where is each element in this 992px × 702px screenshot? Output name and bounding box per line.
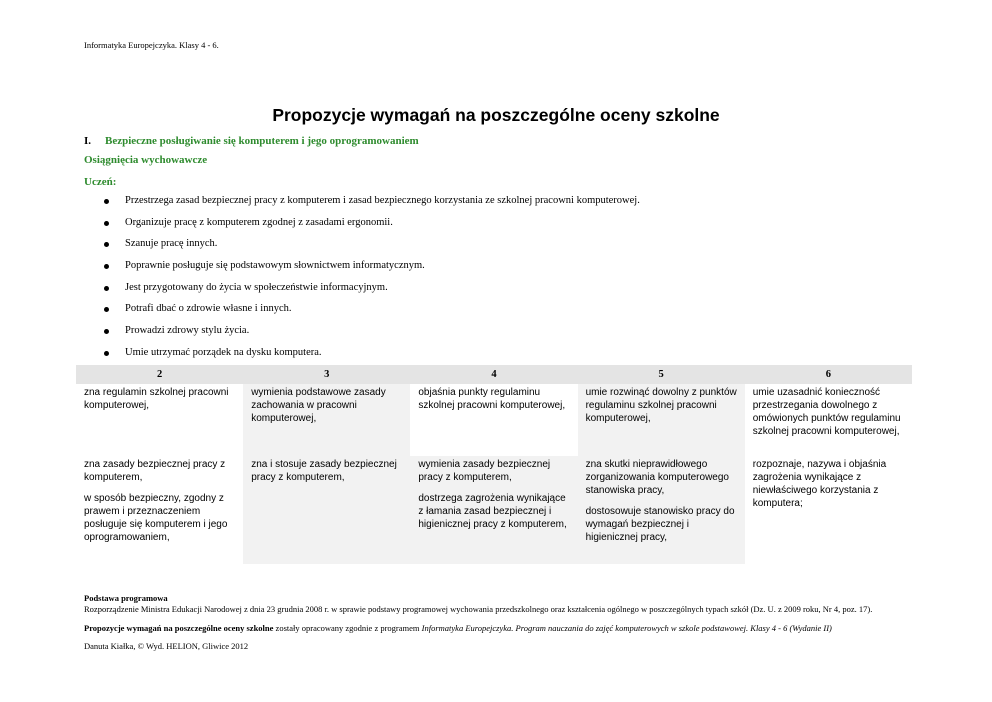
cell-text: zna skutki nieprawidłowego zorganizowania komputerowego stanowiska pracy, [585, 459, 729, 496]
table-cell [76, 384, 243, 456]
cell-text: umie uzasadnić konieczność przestrzegania dowolnego z omówionych punktów regulaminu szkolnej pracowni komputerowej, [752, 387, 901, 437]
list-item-text: Szanuje pracę innych. [125, 238, 218, 250]
list-item [103, 255, 640, 277]
bullet-icon [104, 351, 109, 356]
bullet-icon [104, 329, 109, 334]
footer-basis-label: Podstawa programowa [84, 593, 168, 603]
table-cell [410, 384, 577, 456]
grade-header: 3 [243, 365, 410, 384]
footer-author: Danuta Kiałka, © Wyd. HELION, Gliwice 2012 [84, 641, 249, 651]
footer-proposals-text: zostały opracowany zgodnie z programem [273, 623, 422, 633]
section-heading [84, 135, 419, 147]
list-item [103, 277, 640, 299]
cell-text: rozpoznaje, nazywa i objaśnia zagrożenia wynikające z niewłaściwego korzystania z komputera; [752, 459, 887, 509]
cell-text: dostosowuje stanowisko pracy do wymagań bezpiecznej i higienicznej pracy, [585, 506, 735, 543]
footer-proposals-italic: Informatyka Europejczyka. Program nauczania do zajęć komputerowych w szkole podstawowej. Klasy 4 - 6 (Wydanie II) [421, 623, 832, 633]
cell-text: zna zasady bezpiecznej pracy z komputerem, [84, 459, 226, 483]
grades-table [76, 365, 912, 564]
footer-proposals-bold: Propozycje wymagań na poszczególne oceny szkolne [84, 623, 274, 633]
footer-basis-text: Rozporządzenie Ministra Edukacji Narodowej z dnia 23 grudnia 2008 r. w sprawie podstawy programowej wychowania przedszkolnego oraz kształcenia ogólnego w poszczególnych typach szkół (Dz. U. z 2009 roku, Nr 4, poz. 17). [84, 604, 873, 614]
bullet-icon [104, 264, 109, 269]
table-cell [578, 384, 745, 456]
grade-header: 4 [410, 365, 577, 384]
table-row [76, 384, 912, 456]
list-item-text: Potrafi dbać o zdrowie własne i innych. [125, 303, 292, 315]
cell-text: w sposób bezpieczny, zgodny z prawem i przeznaczeniem posługuje się komputerem i jego oprogramowaniem, [84, 493, 228, 543]
bullet-icon [104, 286, 109, 291]
section-number: I. [84, 135, 92, 147]
grade-header: 2 [76, 365, 243, 384]
cell-text: zna i stosuje zasady bezpiecznej pracy z komputerem, [251, 459, 397, 483]
list-item-text: Przestrzega zasad bezpiecznej pracy z komputerem i zasad bezpiecznego korzystania ze szkolnej pracowni komputerowej. [125, 195, 640, 206]
cell-text: objaśnia punkty regulaminu szkolnej pracowni komputerowej, [418, 387, 566, 411]
page-header: Informatyka Europejczyka. Klasy 4 - 6. [84, 40, 219, 50]
bullet-icon [104, 307, 109, 312]
table-cell [243, 384, 410, 456]
grade-header: 5 [578, 365, 745, 384]
student-label: Uczeń: [84, 176, 117, 188]
achievements-list [103, 190, 640, 364]
list-item-text: Jest przygotowany do życia w społeczeństwie informacyjnym. [125, 281, 388, 293]
bullet-icon [104, 199, 109, 204]
list-item-text: Organizuje pracę z komputerem zgodnej z zasadami ergonomii. [125, 216, 393, 228]
table-cell [410, 456, 577, 564]
cell-text: dostrzega zagrożenia wynikające z łamania zasad bezpiecznej i higienicznej pracy z komputerem, [418, 493, 567, 530]
table-cell [745, 384, 912, 456]
list-item [103, 190, 640, 212]
cell-text: wymienia zasady bezpiecznej pracy z komputerem, [418, 459, 551, 483]
list-item-text: Umie utrzymać porządek na dysku komputera. [125, 346, 322, 358]
table-row [76, 456, 912, 564]
footer-proposals [84, 623, 914, 634]
list-item [103, 298, 640, 320]
footer-basis [84, 593, 914, 615]
table-cell [76, 456, 243, 564]
subheading: Osiągnięcia wychowawcze [84, 154, 208, 166]
page-footer [84, 593, 914, 659]
cell-text: umie rozwinąć dowolny z punktów regulaminu szkolnej pracowni komputerowej, [585, 387, 737, 424]
list-item-text: Poprawnie posługuje się podstawowym słownictwem informatycznym. [125, 260, 425, 272]
list-item [103, 212, 640, 234]
page-title: Propozycje wymagań na poszczególne oceny szkolne [272, 105, 720, 125]
list-item [103, 320, 640, 342]
section-title: Bezpieczne posługiwanie się komputerem i jego oprogramowaniem [105, 135, 419, 147]
bullet-icon [104, 242, 109, 247]
cell-text: wymienia podstawowe zasady zachowania w pracowni komputerowej, [251, 387, 386, 424]
table-cell [745, 456, 912, 564]
bullet-icon [104, 221, 109, 226]
list-item-text: Prowadzi zdrowy stylu życia. [125, 325, 250, 337]
list-item [103, 342, 640, 364]
table-header-row [76, 365, 912, 384]
cell-text: zna regulamin szkolnej pracowni komputerowej, [84, 387, 229, 411]
table-cell [243, 456, 410, 564]
table-cell [578, 456, 745, 564]
grade-header: 6 [745, 365, 912, 384]
list-item [103, 233, 640, 255]
